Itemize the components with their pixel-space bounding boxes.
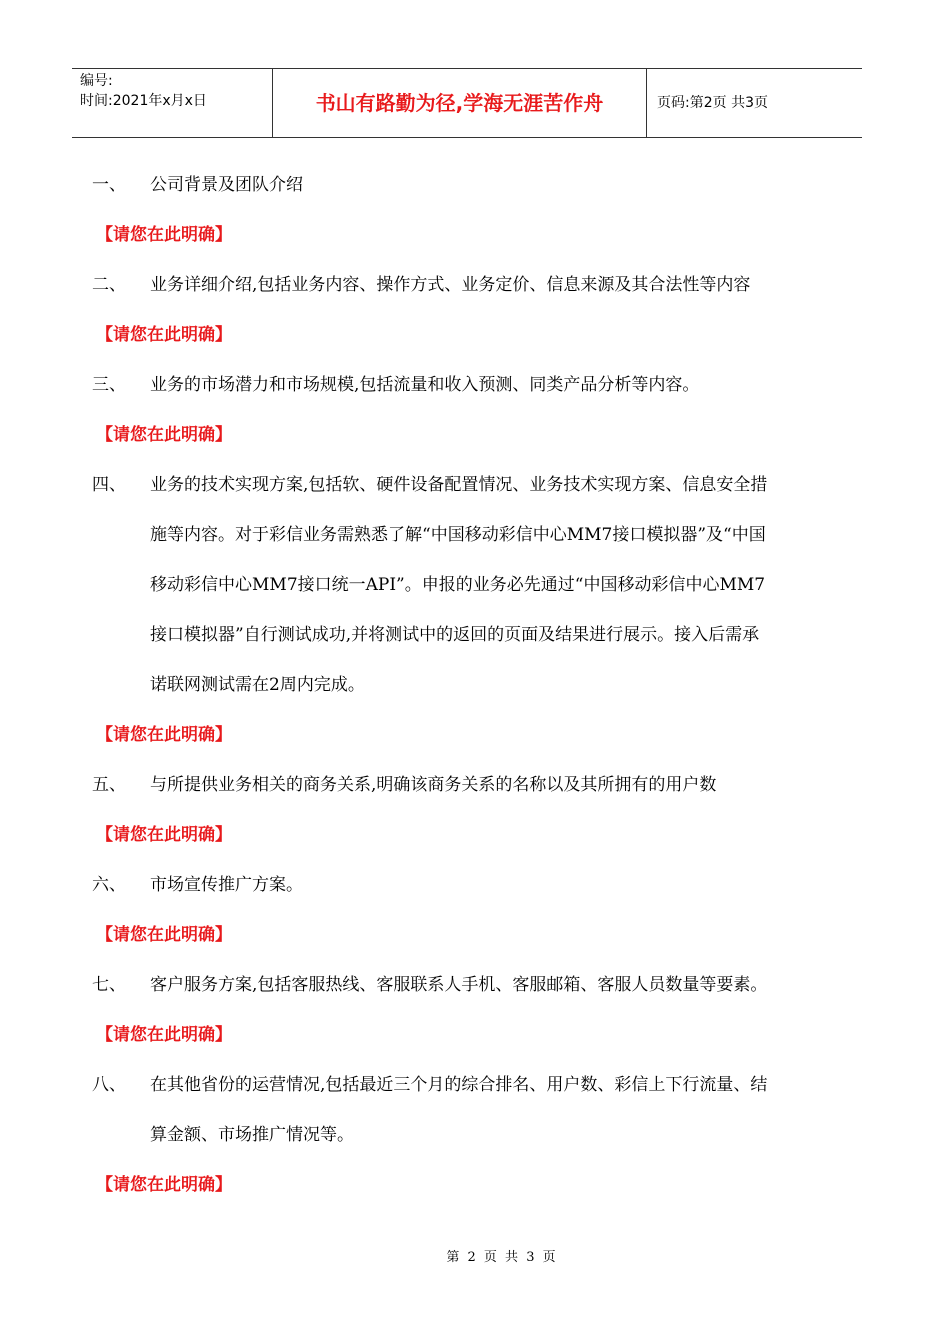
fill-in-placeholder: 【请您在此明确】 [96,425,232,445]
fill-in-placeholder: 【请您在此明确】 [96,325,232,345]
item-text-line: 诺联网测试需在2周内完成。 [150,675,365,695]
item-number: 三、 [92,375,126,395]
item-text-line: 客户服务方案,包括客服热线、客服联系人手机、客服邮箱、客服人员数量等要素。 [150,975,768,995]
page-header [72,68,862,138]
item-text-line: 业务的技术实现方案,包括软、硬件设备配置情况、业务技术实现方案、信息安全措 [150,475,768,495]
item-number: 二、 [92,275,126,295]
item-text-line: 市场宣传推广方案。 [150,875,303,895]
item-number: 一、 [92,175,126,195]
item-text [150,260,880,310]
item-number: 七、 [92,975,126,995]
fill-in-placeholder: 【请您在此明确】 [96,725,232,745]
item-text-line: 业务的市场潜力和市场规模,包括流量和收入预测、同类产品分析等内容。 [150,375,700,395]
item-text [150,460,880,710]
document-number-label: 编号: [80,73,113,89]
item-text [150,1060,880,1160]
item-text-line: 业务详细介绍,包括业务内容、操作方式、业务定价、信息来源及其合法性等内容 [150,275,751,295]
item-text [150,160,880,210]
item-text [150,960,880,1010]
item-text [150,860,880,910]
fill-in-placeholder: 【请您在此明确】 [96,925,232,945]
item-text-line: 施等内容。对于彩信业务需熟悉了解“中国移动彩信中心MM7接口模拟器”及“中国 [150,525,766,545]
fill-in-placeholder: 【请您在此明确】 [96,1025,232,1045]
item-text [150,760,880,810]
item-text-line: 移动彩信中心MM7接口统一API”。申报的业务必先通过“中国移动彩信中心MM7 [150,575,766,595]
header-motto: 书山有路勤为径,学海无涯苦作舟 [273,69,647,137]
fill-in-placeholder: 【请您在此明确】 [96,825,232,845]
item-number: 六、 [92,875,126,895]
header-meta [72,69,273,137]
item-number: 八、 [92,1075,126,1095]
item-text-line: 接口模拟器”自行测试成功,并将测试中的返回的页面及结果进行展示。接入后需承 [150,625,760,645]
page-footer-text: 第 2 页 共 3 页 [446,1250,558,1265]
document-time-label: 时间:2021年x月x日 [80,93,207,109]
item-text-line: 与所提供业务相关的商务关系,明确该商务关系的名称以及其所拥有的用户数 [150,775,717,795]
item-number: 四、 [92,475,126,495]
item-text-line: 算金额、市场推广情况等。 [150,1125,354,1145]
fill-in-placeholder: 【请您在此明确】 [96,225,232,245]
item-text [150,360,880,410]
item-text-line: 在其他省份的运营情况,包括最近三个月的综合排名、用户数、彩信上下行流量、结 [150,1075,768,1095]
page-footer [0,1246,950,1265]
fill-in-placeholder: 【请您在此明确】 [96,1175,232,1195]
item-text-line: 公司背景及团队介绍 [150,175,303,195]
item-number: 五、 [92,775,126,795]
header-page-info: 页码:第2页 共3页 [657,95,768,111]
